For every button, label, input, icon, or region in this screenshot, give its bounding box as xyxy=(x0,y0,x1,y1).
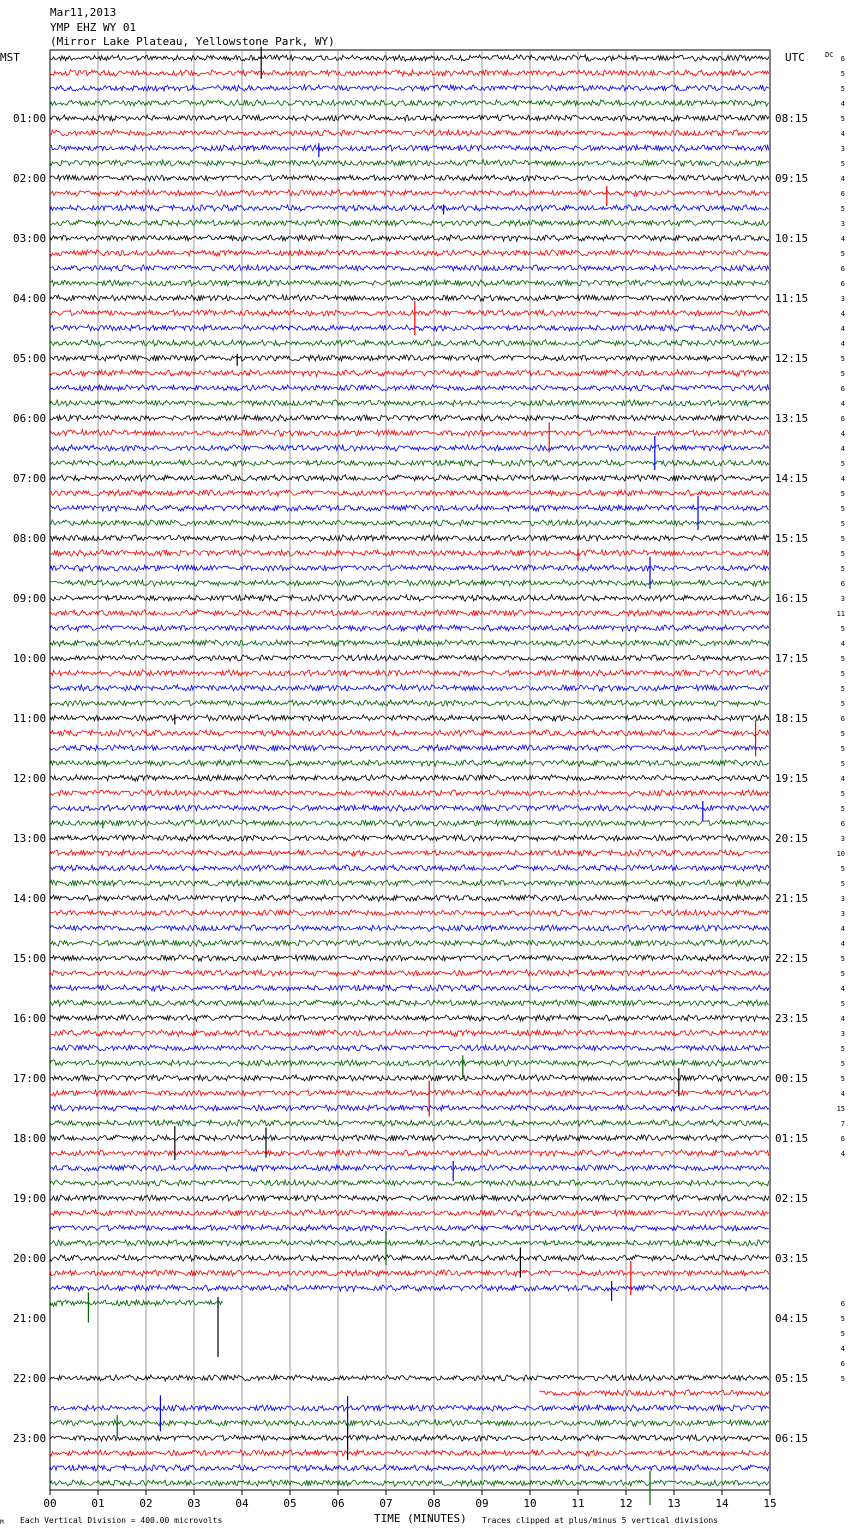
trace-line xyxy=(50,835,769,841)
dc-offset-label: 3 xyxy=(840,145,845,153)
dc-offset-label: 4 xyxy=(840,100,845,108)
x-tick-label: 08 xyxy=(427,1497,441,1510)
dc-offset-label: 6 xyxy=(840,55,845,63)
trace-line xyxy=(50,475,769,482)
trace-line xyxy=(50,805,769,811)
mst-hour-label: 11:00 xyxy=(13,712,47,725)
mst-hour-label: 21:00 xyxy=(13,1312,47,1325)
dc-offset-label: 4 xyxy=(840,940,845,948)
trace-line xyxy=(50,655,769,661)
dc-offset-label: 6 xyxy=(840,385,845,393)
x-tick-label: 05 xyxy=(283,1497,297,1510)
dc-offset-label: 7 xyxy=(840,1120,845,1128)
trace-line xyxy=(50,190,769,196)
dc-offset-label: 4 xyxy=(840,925,845,933)
trace-line xyxy=(50,595,769,601)
utc-hour-label: 05:15 xyxy=(775,1372,809,1385)
trace-line xyxy=(50,1435,769,1441)
dc-offset-label: 4 xyxy=(840,400,845,408)
mst-hour-label: 01:00 xyxy=(13,112,47,125)
trace-line xyxy=(50,235,769,241)
dc-offset-label: 3 xyxy=(840,835,845,843)
dc-offset-label: 5 xyxy=(840,535,845,543)
trace-line xyxy=(50,700,769,706)
trace-line xyxy=(50,1000,769,1007)
dc-offset-label: 4 xyxy=(840,775,845,783)
trace-line xyxy=(50,730,769,737)
dc-offset-label: 6 xyxy=(840,1360,845,1368)
trace-line xyxy=(50,460,769,466)
dc-offset-label: 5 xyxy=(840,805,845,813)
trace-line xyxy=(50,400,769,407)
trace-line xyxy=(50,880,769,886)
trace-line xyxy=(50,1150,769,1156)
dc-offset-label: 5 xyxy=(840,205,845,213)
trace-line xyxy=(50,1120,769,1126)
dc-offset-label: 6 xyxy=(840,820,845,828)
trace-line xyxy=(50,1465,769,1472)
trace-line xyxy=(50,820,769,826)
utc-hour-label: 09:15 xyxy=(775,172,809,185)
trace-line xyxy=(50,100,769,106)
mst-hour-label: 02:00 xyxy=(13,172,47,185)
trace-line xyxy=(50,535,769,542)
trace-line xyxy=(50,1195,769,1201)
utc-hour-label: 04:15 xyxy=(775,1312,809,1325)
dc-offset-label: 5 xyxy=(840,70,845,78)
dc-offset-label: 5 xyxy=(840,160,845,168)
trace-line xyxy=(50,775,769,781)
dc-offset-label: 5 xyxy=(840,670,845,678)
mst-hour-label: 20:00 xyxy=(13,1252,47,1265)
trace-line xyxy=(50,715,769,721)
trace-line xyxy=(50,745,769,751)
mst-hour-label: 17:00 xyxy=(13,1072,47,1085)
trace-line xyxy=(50,175,769,181)
trace-line xyxy=(50,640,769,647)
dc-offset-label: 4 xyxy=(840,175,845,183)
utc-hour-label: 02:15 xyxy=(775,1192,809,1205)
trace-line xyxy=(50,1210,769,1216)
dc-offset-label: 4 xyxy=(840,1015,845,1023)
mst-hour-label: 05:00 xyxy=(13,352,47,365)
trace-line xyxy=(50,565,769,571)
trace-line xyxy=(50,250,769,256)
utc-hour-label: 19:15 xyxy=(775,772,809,785)
utc-hour-label: 00:15 xyxy=(775,1072,809,1085)
scale-note: Each Vertical Division = 400.00 microvolts xyxy=(20,1516,223,1525)
mst-hour-label: 03:00 xyxy=(13,232,47,245)
trace-line xyxy=(50,1300,223,1306)
trace-line xyxy=(50,295,769,301)
utc-hour-label: 13:15 xyxy=(775,412,809,425)
utc-hour-label: 10:15 xyxy=(775,232,809,245)
dc-offset-label: 4 xyxy=(840,985,845,993)
dc-offset-label: 6 xyxy=(840,190,845,198)
dc-offset-label: 5 xyxy=(840,745,845,753)
dc-offset-label: 4 xyxy=(840,430,845,438)
trace-line xyxy=(50,910,769,916)
trace-line xyxy=(50,1060,769,1067)
utc-hour-label: 03:15 xyxy=(775,1252,809,1265)
dc-offset-label: 5 xyxy=(840,355,845,363)
trace-line xyxy=(50,1450,769,1456)
station-location: (Mirror Lake Plateau, Yellowstone Park, WY) xyxy=(50,35,335,48)
record-date: Mar11,2013 xyxy=(50,6,117,19)
trace-line xyxy=(50,1255,769,1262)
trace-line xyxy=(50,1405,769,1411)
trace-line xyxy=(50,1075,769,1081)
dc-offset-label: 5 xyxy=(840,1045,845,1053)
dc-offset-label: 5 xyxy=(840,250,845,258)
dc-offset-label: 6 xyxy=(840,715,845,723)
dc-offset-label: 5 xyxy=(840,505,845,513)
dc-offset-label: 4 xyxy=(840,1090,845,1098)
trace-line xyxy=(50,385,769,391)
trace-line xyxy=(50,370,769,376)
utc-hour-label: 12:15 xyxy=(775,352,809,365)
utc-hour-label: 18:15 xyxy=(775,712,809,725)
dc-offset-label: 6 xyxy=(840,280,845,288)
x-tick-label: 00 xyxy=(43,1497,57,1510)
mst-hour-label: 07:00 xyxy=(13,472,47,485)
x-tick-label: 01 xyxy=(91,1497,105,1510)
trace-line xyxy=(50,505,769,512)
trace-line xyxy=(50,685,769,691)
trace-line xyxy=(50,940,769,947)
dc-offset-label: 4 xyxy=(840,445,845,453)
trace-line xyxy=(50,415,769,421)
trace-line xyxy=(50,310,769,316)
dc-offset-label: 5 xyxy=(840,460,845,468)
dc-offset-label: 4 xyxy=(840,235,845,243)
trace-line xyxy=(50,1270,769,1276)
dc-offset-label: 5 xyxy=(840,1315,845,1323)
dc-offset-label: 5 xyxy=(840,1375,845,1383)
dc-offset-label: 4 xyxy=(840,1150,845,1158)
x-tick-label: 10 xyxy=(523,1497,537,1510)
dc-offset-label: 4 xyxy=(840,640,845,648)
x-tick-label: 03 xyxy=(187,1497,201,1510)
dc-offset-label: 3 xyxy=(840,895,845,903)
trace-line xyxy=(50,1045,769,1051)
dc-offset-label: 5 xyxy=(840,700,845,708)
trace-line xyxy=(50,340,769,346)
mst-hour-label: 14:00 xyxy=(13,892,47,905)
dc-offset-label: 15 xyxy=(836,1105,845,1113)
x-tick-label: 02 xyxy=(139,1497,153,1510)
dc-offset-label: 4 xyxy=(840,340,845,348)
trace-line xyxy=(50,280,769,286)
dc-offset-label: 3 xyxy=(840,295,845,303)
right-axis-title: UTC xyxy=(785,51,805,64)
mst-hour-labels xyxy=(13,112,46,1445)
mst-hour-label: 15:00 xyxy=(13,952,47,965)
dc-offset-label: 5 xyxy=(840,790,845,798)
utc-hour-label: 17:15 xyxy=(775,652,809,665)
trace-line xyxy=(50,55,769,61)
trace-line xyxy=(50,1015,769,1021)
utc-hour-label: 21:15 xyxy=(775,892,809,905)
trace-line xyxy=(50,145,769,151)
utc-hour-label: 08:15 xyxy=(775,112,809,125)
utc-hour-label: 06:15 xyxy=(775,1432,809,1445)
dc-offset-label: 5 xyxy=(840,760,845,768)
trace-line xyxy=(50,625,769,631)
trace-line xyxy=(50,925,769,932)
x-tick-label: 14 xyxy=(715,1497,729,1510)
dc-offset-label: 5 xyxy=(840,865,845,873)
utc-hour-label: 22:15 xyxy=(775,952,809,965)
clip-note: Traces clipped at plus/minus 5 vertical divisions xyxy=(482,1516,719,1525)
trace-line xyxy=(50,220,769,226)
mst-hour-label: 09:00 xyxy=(13,592,47,605)
dc-offset-label: 5 xyxy=(840,1060,845,1068)
x-tick-label: 09 xyxy=(475,1497,489,1510)
x-tick-label: 11 xyxy=(571,1497,585,1510)
trace-line xyxy=(50,1090,769,1096)
trace-line xyxy=(50,895,769,902)
trace-line xyxy=(50,1480,769,1486)
trace-line xyxy=(50,985,769,991)
trace-line xyxy=(50,85,769,91)
dc-offset-label: 5 xyxy=(840,730,845,738)
trace-line xyxy=(50,1180,769,1187)
dc-offset-label: 6 xyxy=(840,415,845,423)
dc-offset-label: 5 xyxy=(840,1000,845,1008)
dc-offset-label: 5 xyxy=(840,685,845,693)
trace-line xyxy=(50,325,769,331)
trace-line xyxy=(50,1240,769,1246)
utc-hour-label: 16:15 xyxy=(775,592,809,605)
left-axis-title: MST xyxy=(0,51,20,64)
dc-offset-label: 3 xyxy=(840,910,845,918)
dc-offset-label: 6 xyxy=(840,1135,845,1143)
dc-offset-label: 3 xyxy=(840,220,845,228)
dc-offset-label: 4 xyxy=(840,325,845,333)
trace-line xyxy=(50,160,769,166)
trace-line xyxy=(50,1225,769,1231)
mst-hour-label: 12:00 xyxy=(13,772,47,785)
trace-line xyxy=(50,70,769,76)
trace-line xyxy=(50,445,769,452)
mst-hour-label: 18:00 xyxy=(13,1132,47,1145)
dc-offset-label: 5 xyxy=(840,85,845,93)
trace-line xyxy=(50,490,769,496)
dc-offset-label: 3 xyxy=(840,595,845,603)
dc-offset-label: 10 xyxy=(836,850,845,858)
dc-offset-label: 6 xyxy=(840,1300,845,1308)
dc-offset-label: 5 xyxy=(840,1075,845,1083)
mst-hour-label: 08:00 xyxy=(13,532,47,545)
utc-hour-label: 14:15 xyxy=(775,472,809,485)
seismic-traces xyxy=(50,55,769,1486)
trace-line xyxy=(50,265,769,272)
dc-offset-label: 6 xyxy=(840,265,845,273)
trace-line xyxy=(50,1105,769,1112)
x-tick-label: 06 xyxy=(331,1497,345,1510)
utc-hour-label: 23:15 xyxy=(775,1012,809,1025)
dc-offset-label: 5 xyxy=(840,1330,845,1338)
trace-line xyxy=(50,1285,769,1291)
trace-line xyxy=(50,520,769,526)
dc-offset-label: 5 xyxy=(840,520,845,528)
dc-offset-label: 5 xyxy=(840,565,845,573)
trace-line xyxy=(50,1420,769,1426)
x-tick-label: 12 xyxy=(619,1497,633,1510)
trace-line xyxy=(50,610,769,617)
utc-hour-label: 15:15 xyxy=(775,532,809,545)
dc-offset-label: 11 xyxy=(836,610,845,618)
trace-line xyxy=(50,115,769,121)
trace-line xyxy=(50,760,769,766)
x-tick-label: 07 xyxy=(379,1497,393,1510)
mst-hour-label: 04:00 xyxy=(13,292,47,305)
trace-line xyxy=(50,355,769,361)
dc-offset-label: 5 xyxy=(840,550,845,558)
dc-offset-label: 5 xyxy=(840,970,845,978)
dc-offset-label: 5 xyxy=(840,115,845,123)
trace-line xyxy=(50,1030,769,1037)
trace-line xyxy=(50,790,769,797)
mst-hour-label: 06:00 xyxy=(13,412,47,425)
utc-hour-label: 20:15 xyxy=(775,832,809,845)
trace-line xyxy=(50,1375,769,1381)
mst-hour-label: 16:00 xyxy=(13,1012,47,1025)
dc-offset-label: 5 xyxy=(840,490,845,498)
dc-offset-label: 5 xyxy=(840,370,845,378)
trace-line xyxy=(50,955,769,961)
trace-line xyxy=(50,550,769,557)
dc-offset-labels xyxy=(837,55,845,1383)
mst-hour-label: 19:00 xyxy=(13,1192,47,1205)
dc-offset-label: 6 xyxy=(840,580,845,588)
trace-line xyxy=(50,970,769,977)
trace-line xyxy=(50,1135,769,1142)
x-axis-ticks xyxy=(43,1490,776,1510)
dc-offset-label: 3 xyxy=(840,1030,845,1038)
trace-line xyxy=(50,580,769,587)
utc-hour-labels xyxy=(775,112,808,1445)
trace-line xyxy=(50,430,769,436)
x-tick-label: 04 xyxy=(235,1497,249,1510)
dc-offset-label: 5 xyxy=(840,880,845,888)
mst-hour-label: 22:00 xyxy=(13,1372,47,1385)
utc-hour-label: 11:15 xyxy=(775,292,809,305)
dc-offset-label: 5 xyxy=(840,625,845,633)
utc-hour-label: 01:15 xyxy=(775,1132,809,1145)
trace-line xyxy=(50,865,769,871)
mst-hour-label: 23:00 xyxy=(13,1432,47,1445)
dc-offset-label: 4 xyxy=(840,310,845,318)
mst-hour-label: 13:00 xyxy=(13,832,47,845)
trace-line xyxy=(50,850,769,856)
dc-offset-label: 5 xyxy=(840,655,845,663)
x-axis-label: TIME (MINUTES) xyxy=(374,1512,467,1525)
dc-offset-label: 5 xyxy=(840,955,845,963)
trace-line xyxy=(50,1165,769,1171)
corner-mark: M xyxy=(0,1519,4,1526)
dc-title: DC xyxy=(825,51,834,59)
dc-offset-label: 4 xyxy=(840,1345,845,1353)
trace-line xyxy=(540,1390,769,1396)
trace-line xyxy=(50,205,769,212)
trace-line xyxy=(50,670,769,676)
x-tick-label: 13 xyxy=(667,1497,681,1510)
trace-line xyxy=(50,130,769,136)
dc-offset-label: 4 xyxy=(840,130,845,138)
mst-hour-label: 10:00 xyxy=(13,652,47,665)
dc-offset-label: 4 xyxy=(840,475,845,483)
x-tick-label: 15 xyxy=(763,1497,777,1510)
station-code: YMP EHZ WY 01 xyxy=(50,21,137,34)
